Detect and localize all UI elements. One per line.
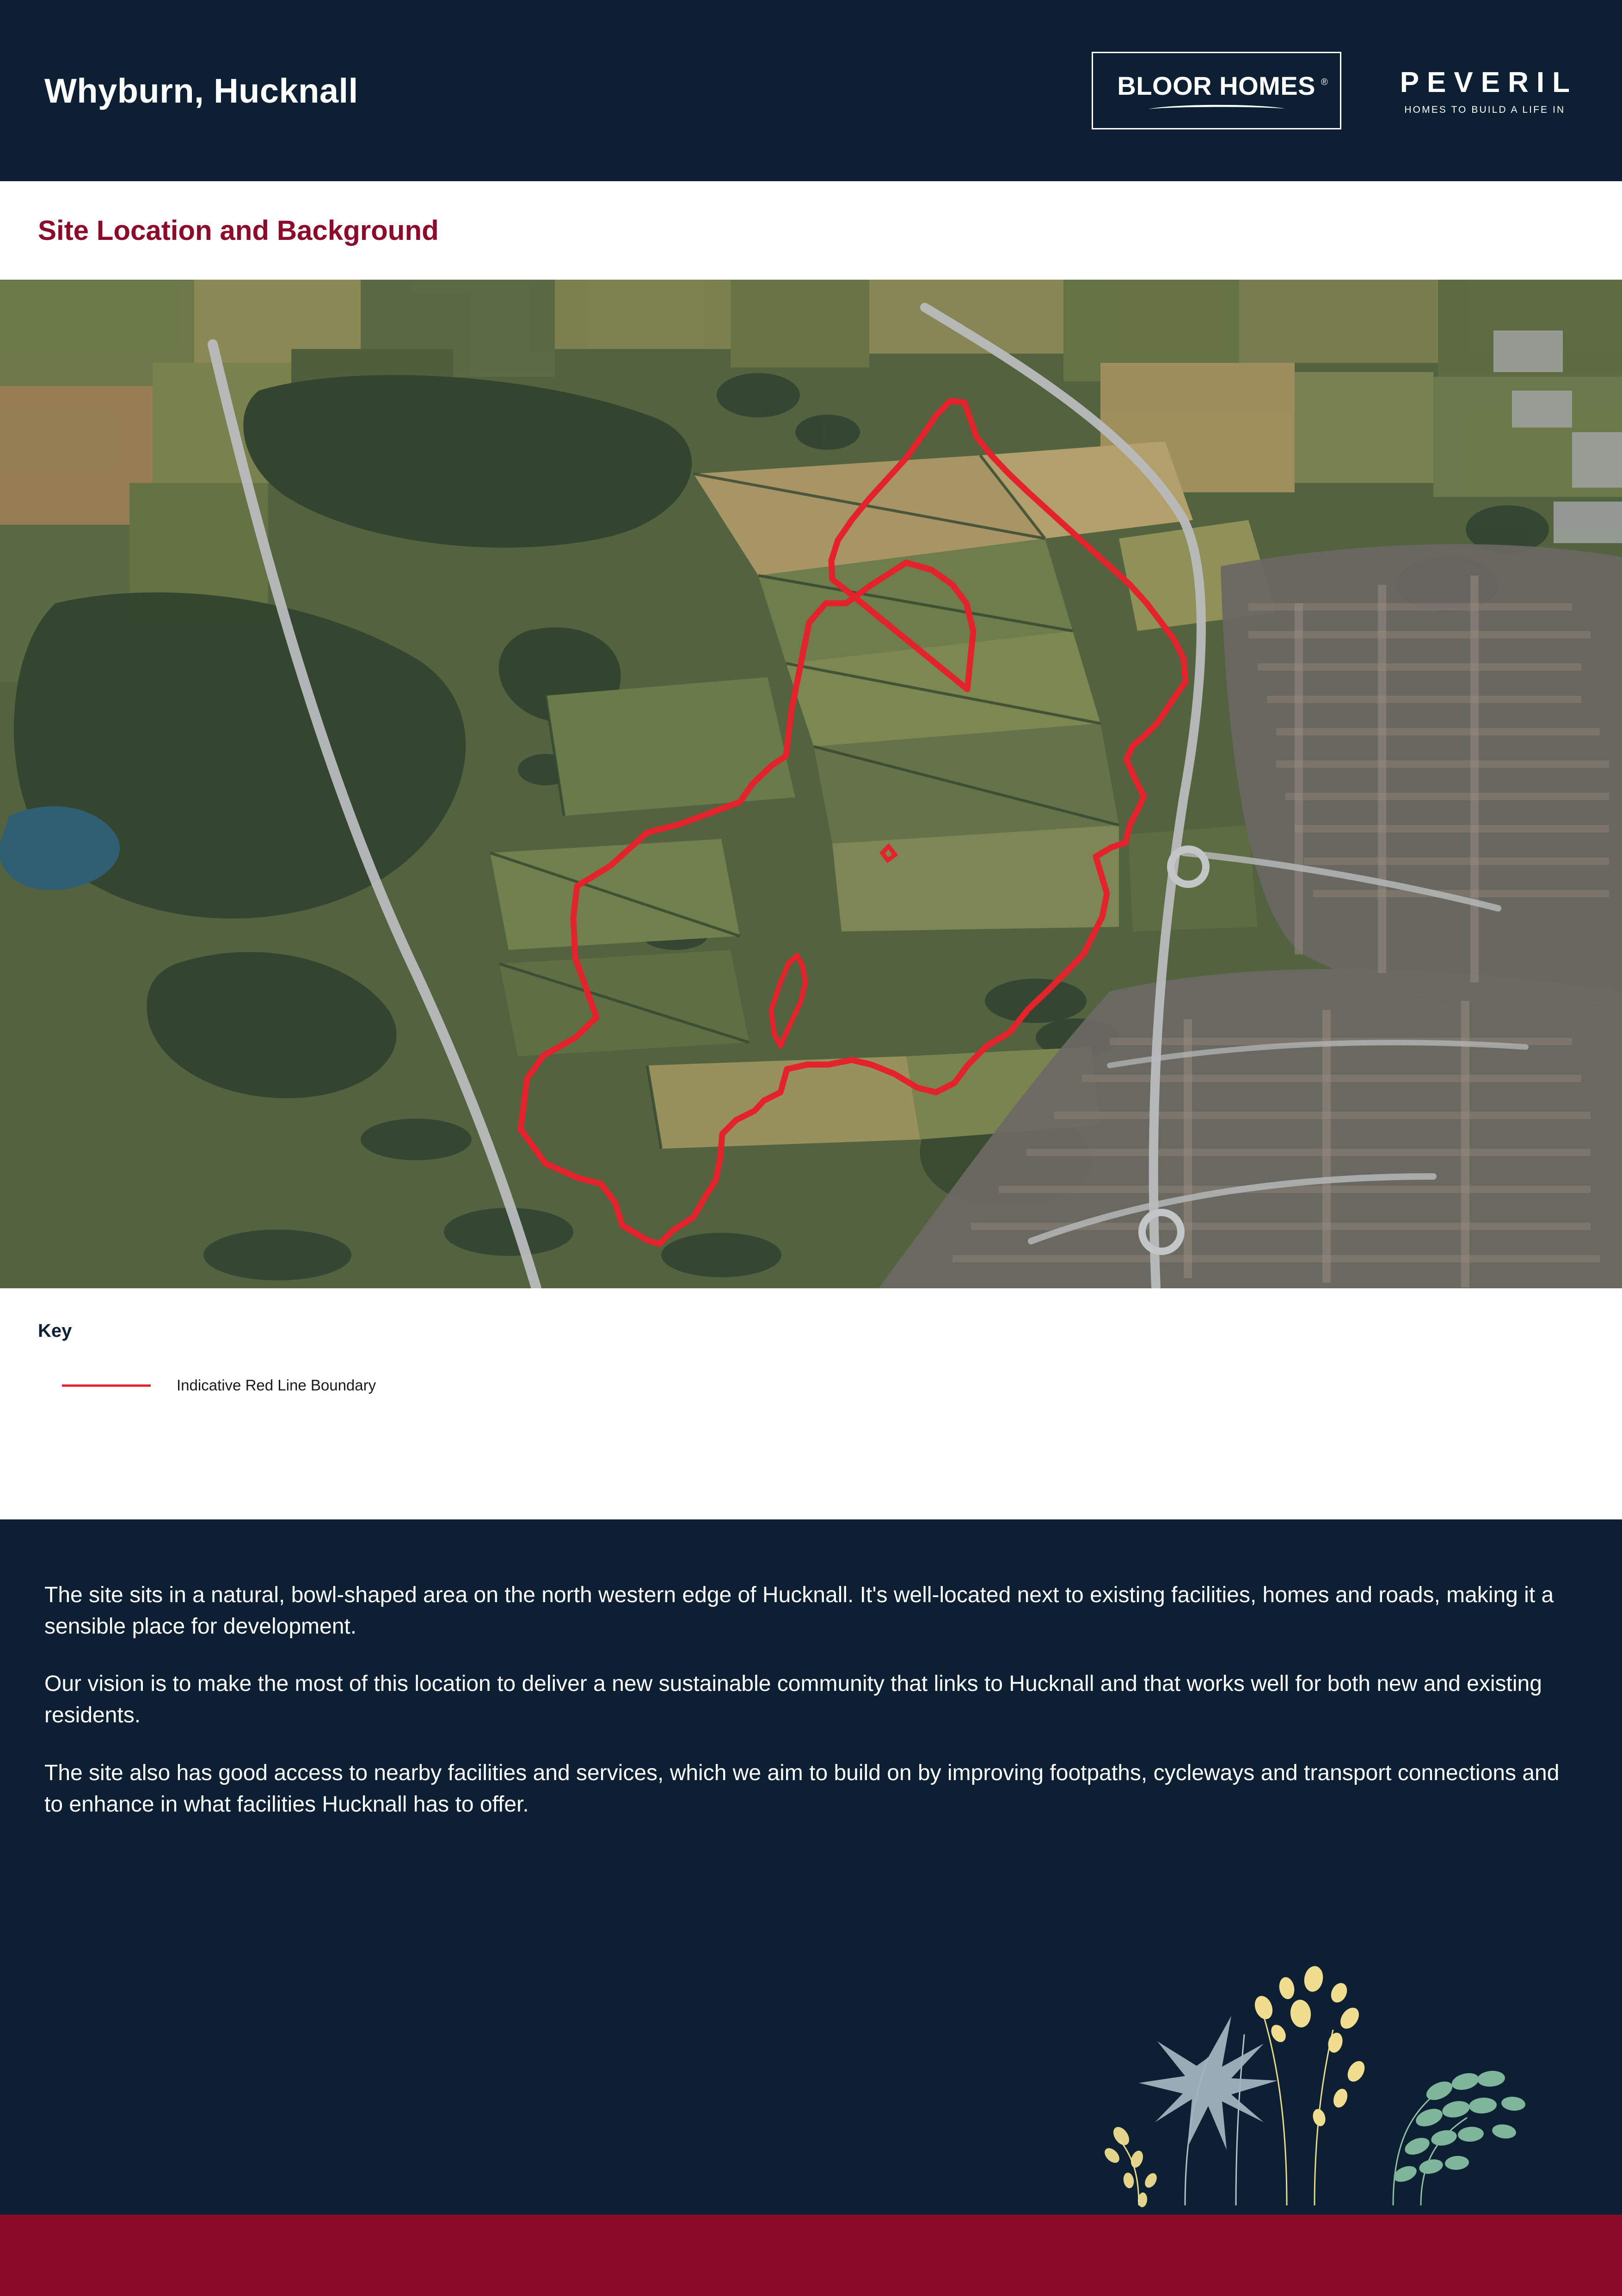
body-paragraph-1: The site sits in a natural, bowl-shaped area on the north western edge of Hucknall. It's well-located next to existing facilities, homes and roads, making it a sensible place for development. — [44, 1583, 1554, 1639]
page-header — [0, 0, 1622, 181]
body-paragraph-3: The site also has good access to nearby facilities and services, which we aim to build on by improving footpaths, cycleways and transport connections and to enhance in what facilities Hucknall has to offer. — [44, 1760, 1560, 1817]
key-heading: Key — [38, 1321, 72, 1341]
bloor-swoosh-icon — [1147, 103, 1286, 111]
logo-group — [1092, 52, 1578, 129]
peveril-logo — [1392, 66, 1578, 116]
bloor-homes-logo-text: BLOOR HOMES — [1117, 71, 1316, 100]
footer-bar — [0, 2215, 1622, 2296]
section-title: Site Location and Background — [38, 215, 439, 246]
site-location-map — [0, 280, 1622, 1288]
peveril-tagline: HOMES TO BUILD A LIFE IN — [1404, 104, 1566, 115]
body-text-panel — [0, 1519, 1622, 2215]
map-key — [0, 1288, 1622, 1519]
peveril-logo-text: PEVERIL — [1400, 66, 1578, 98]
key-item-red-line-boundary — [38, 1377, 1584, 1394]
registered-trademark-symbol: ® — [1321, 77, 1328, 87]
aerial-map-graphic — [0, 280, 1622, 1288]
key-item-label: Indicative Red Line Boundary — [177, 1377, 376, 1394]
page-title: Whyburn, Hucknall — [44, 71, 358, 110]
botanical-decoration-icon — [1069, 1919, 1532, 2215]
red-line-swatch — [62, 1384, 151, 1387]
section-title-bar — [0, 181, 1622, 280]
bloor-homes-logo — [1092, 52, 1341, 129]
body-paragraph-2: Our vision is to make the most of this location to deliver a new sustainable community that links to Hucknall and that works well for both new and existing residents. — [44, 1671, 1542, 1728]
